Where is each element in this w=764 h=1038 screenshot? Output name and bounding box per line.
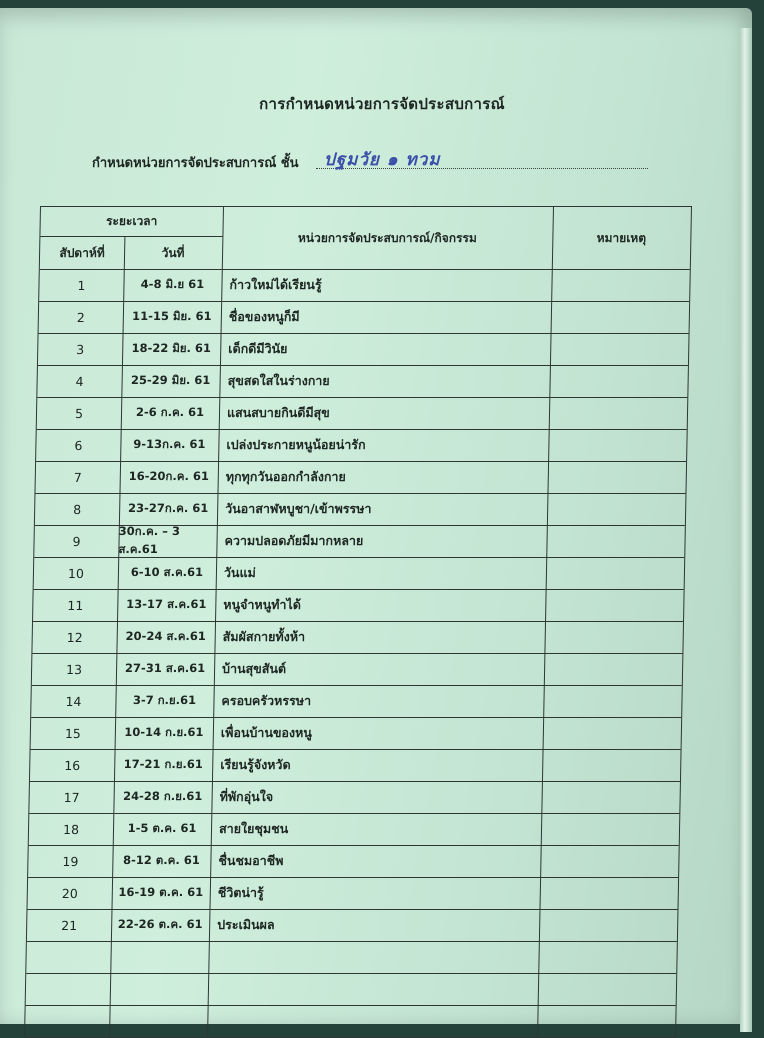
unit-cell: บ้านสุขสันต์	[221, 661, 287, 676]
unit-cell	[216, 941, 537, 973]
unit-cell	[215, 1005, 536, 1037]
date-cell: 6-10 ส.ค.61	[130, 565, 204, 579]
note-cell	[544, 653, 683, 685]
document-title: การกำหนดหน่วยการจัดประสบการณ์	[259, 95, 505, 113]
date-cell: 3-7 ก.ย.61	[132, 693, 197, 707]
column-divider	[217, 461, 219, 493]
date-cell: 1-5 ต.ค. 61	[127, 821, 197, 835]
table-row	[34, 525, 685, 558]
column-divider	[221, 269, 223, 301]
week-cell	[26, 941, 111, 973]
column-divider	[219, 365, 221, 397]
date-cell	[110, 941, 209, 973]
unit-cell: วันแม่	[223, 565, 256, 580]
unit-cell: เปล่งประกายหนูน้อยน่ารัก	[226, 437, 366, 452]
date-cell	[109, 1005, 208, 1037]
week-cell: 2	[76, 309, 85, 325]
handwritten-class-name: ปฐมวัย ๑ ทวม	[324, 150, 441, 170]
table-row	[35, 461, 686, 494]
column-divider	[209, 909, 211, 941]
week-cell: 21	[61, 917, 78, 933]
unit-cell: แสนสบายกินดีมีสุข	[226, 405, 330, 420]
week-cell: 19	[62, 853, 79, 869]
subtitle-row	[92, 146, 652, 174]
unit-cell: หนูจำหนูทำได้	[223, 597, 302, 612]
week-cell: 11	[67, 597, 84, 613]
column-divider	[212, 749, 214, 781]
date-cell: 17-21 ก.ย.61	[123, 757, 204, 771]
table-row	[36, 429, 687, 462]
table-row	[25, 1005, 676, 1038]
table-row	[34, 557, 685, 590]
unit-cell: เด็กดีมีวินัย	[228, 341, 288, 356]
column-divider	[211, 781, 213, 813]
table-row	[31, 685, 682, 718]
date-cell: 22-26 ต.ค. 61	[117, 917, 203, 931]
date-cell: 9-13ก.ค. 61	[133, 437, 206, 451]
note-cell	[538, 973, 677, 1005]
week-cell: 9	[72, 533, 81, 549]
unit-cell: สุขสดใสในร่างกาย	[227, 373, 330, 388]
date-cell: 23-27ก.ค. 61	[127, 501, 209, 515]
date-cell: 2-6 ก.ค. 61	[135, 405, 205, 419]
table-row	[33, 589, 684, 622]
subtitle-label: กำหนดหน่วยการจัดประสบการณ์ ชั้น	[92, 156, 299, 171]
note-header-box	[552, 207, 691, 269]
header-date: วันที่	[161, 245, 185, 260]
column-divider	[214, 653, 216, 685]
date-cell: 16-19 ต.ค. 61	[118, 885, 204, 899]
column-divider	[208, 973, 210, 1005]
column-divider	[216, 557, 218, 589]
column-divider	[210, 877, 212, 909]
unit-header-box	[222, 207, 553, 269]
note-cell	[551, 269, 690, 301]
column-divider	[213, 685, 215, 717]
date-cell: 25-29 มิย. 61	[130, 373, 211, 387]
week-cell: 12	[66, 629, 83, 645]
date-header-box	[124, 237, 223, 269]
unit-cell: ก้าวใหม่ได้เรียนรู้	[229, 277, 322, 292]
date-cell: 27-31 ส.ค.61	[124, 661, 206, 675]
unit-cell: ทุกทุกวันออกกำลังกาย	[225, 469, 346, 484]
unit-cell	[216, 973, 537, 1005]
note-cell	[549, 365, 688, 397]
unit-cell: ชื่อของหนูก็มี	[228, 309, 300, 324]
note-cell	[543, 717, 682, 749]
week-cell	[26, 973, 111, 1005]
table-row	[39, 301, 690, 334]
week-cell: 15	[64, 725, 81, 741]
note-cell	[549, 397, 688, 429]
column-divider	[221, 301, 223, 333]
table-row	[32, 653, 683, 686]
table-row	[27, 877, 678, 910]
date-cell: 18-22 มิย. 61	[131, 341, 212, 355]
note-cell	[551, 301, 690, 333]
table-row	[31, 717, 682, 750]
date-cell: 10-14 ก.ย.61	[124, 725, 204, 739]
date-cell: 16-20ก.ค. 61	[128, 469, 210, 483]
week-cell: 10	[67, 565, 85, 581]
column-divider	[220, 333, 222, 365]
column-divider	[210, 845, 212, 877]
table-row	[39, 269, 690, 302]
date-cell: 11-15 มิย. 61	[132, 309, 212, 323]
column-divider	[218, 429, 220, 461]
week-cell: 6	[74, 437, 83, 453]
schedule-table	[24, 206, 692, 1037]
table-row	[30, 749, 681, 782]
column-divider	[211, 813, 213, 845]
unit-cell: เรียนรู้จังหวัด	[220, 757, 291, 772]
table-row	[29, 813, 680, 846]
document-page	[0, 8, 752, 1024]
unit-cell: เพื่อนบ้านของหนู	[220, 725, 313, 740]
column-divider	[214, 621, 216, 653]
table-row	[35, 493, 686, 526]
date-cell: 30ก.ค. – 3 ส.ค.61	[118, 524, 181, 556]
column-divider	[207, 1005, 209, 1037]
note-cell	[545, 589, 684, 621]
note-cell	[546, 525, 685, 557]
week-cell: 3	[76, 341, 85, 357]
column-divider	[215, 589, 217, 621]
unit-cell: สัมผัสกายทั้งห้า	[222, 629, 306, 644]
week-cell: 13	[66, 661, 83, 677]
period-header-box	[40, 207, 223, 237]
week-cell: 16	[64, 757, 81, 773]
column-divider	[216, 525, 218, 557]
note-cell	[547, 461, 686, 493]
note-cell	[539, 909, 678, 941]
note-cell	[537, 1005, 676, 1037]
unit-cell: ประเมินผล	[217, 917, 275, 932]
week-cell: 18	[62, 821, 80, 837]
unit-cell: ที่พักอุ่นใจ	[219, 789, 274, 804]
date-cell: 4-8 มิ.ย 61	[140, 277, 205, 291]
week-cell: 4	[75, 373, 84, 389]
note-cell	[540, 845, 679, 877]
table-row	[28, 845, 679, 878]
week-cell	[25, 1005, 110, 1037]
header-note: หมายเหตุ	[596, 230, 647, 245]
note-cell	[548, 429, 687, 461]
unit-cell: ครอบครัวหรรษา	[221, 693, 312, 708]
table-row	[29, 781, 680, 814]
table-row	[38, 333, 689, 366]
note-cell	[538, 941, 677, 973]
note-cell	[547, 493, 686, 525]
table-row	[37, 365, 688, 398]
unit-cell: วันอาสาฬหบูชา/เข้าพรรษา	[225, 501, 372, 516]
table-row	[26, 973, 677, 1006]
note-cell	[541, 781, 680, 813]
table-row	[32, 621, 683, 654]
note-cell	[550, 333, 689, 365]
header-unit: หน่วยการจัดประสบการณ์/กิจกรรม	[297, 230, 477, 245]
week-cell: 14	[65, 693, 82, 709]
header-period: ระยะเวลา	[105, 214, 158, 228]
unit-cell: ชื่นชมอาชีพ	[218, 853, 284, 868]
table-header	[40, 207, 691, 270]
note-cell	[544, 621, 683, 653]
column-divider	[219, 397, 221, 429]
date-cell: 20-24 ส.ค.61	[125, 629, 207, 643]
table-row	[27, 909, 678, 942]
note-cell	[543, 685, 682, 717]
week-cell: 1	[77, 277, 86, 293]
table-row	[37, 397, 688, 430]
column-divider	[217, 493, 219, 525]
date-cell: 24-28 ก.ย.61	[122, 789, 203, 803]
week-cell: 8	[73, 501, 82, 517]
note-cell	[542, 749, 681, 781]
note-cell	[546, 557, 685, 589]
column-divider	[213, 717, 215, 749]
column-divider	[208, 941, 210, 973]
note-cell	[541, 813, 680, 845]
week-header-box	[40, 237, 126, 269]
table-row	[26, 941, 677, 974]
week-cell: 5	[74, 405, 84, 421]
page-edge	[740, 28, 752, 1032]
week-cell: 20	[61, 885, 78, 901]
date-cell: 13-17 ส.ค.61	[126, 597, 207, 611]
note-cell	[540, 877, 679, 909]
week-cell: 17	[63, 789, 80, 805]
unit-cell: สายใยชุมชน	[218, 821, 289, 836]
week-cell: 7	[73, 469, 82, 485]
date-cell	[110, 973, 209, 1005]
date-cell: 8-12 ต.ค. 61	[122, 853, 200, 867]
header-week: สัปดาห์ที่	[59, 245, 105, 260]
unit-cell: ความปลอดภัยมีมากหลาย	[224, 533, 364, 548]
unit-cell: ชีวิตน่ารู้	[217, 885, 264, 900]
